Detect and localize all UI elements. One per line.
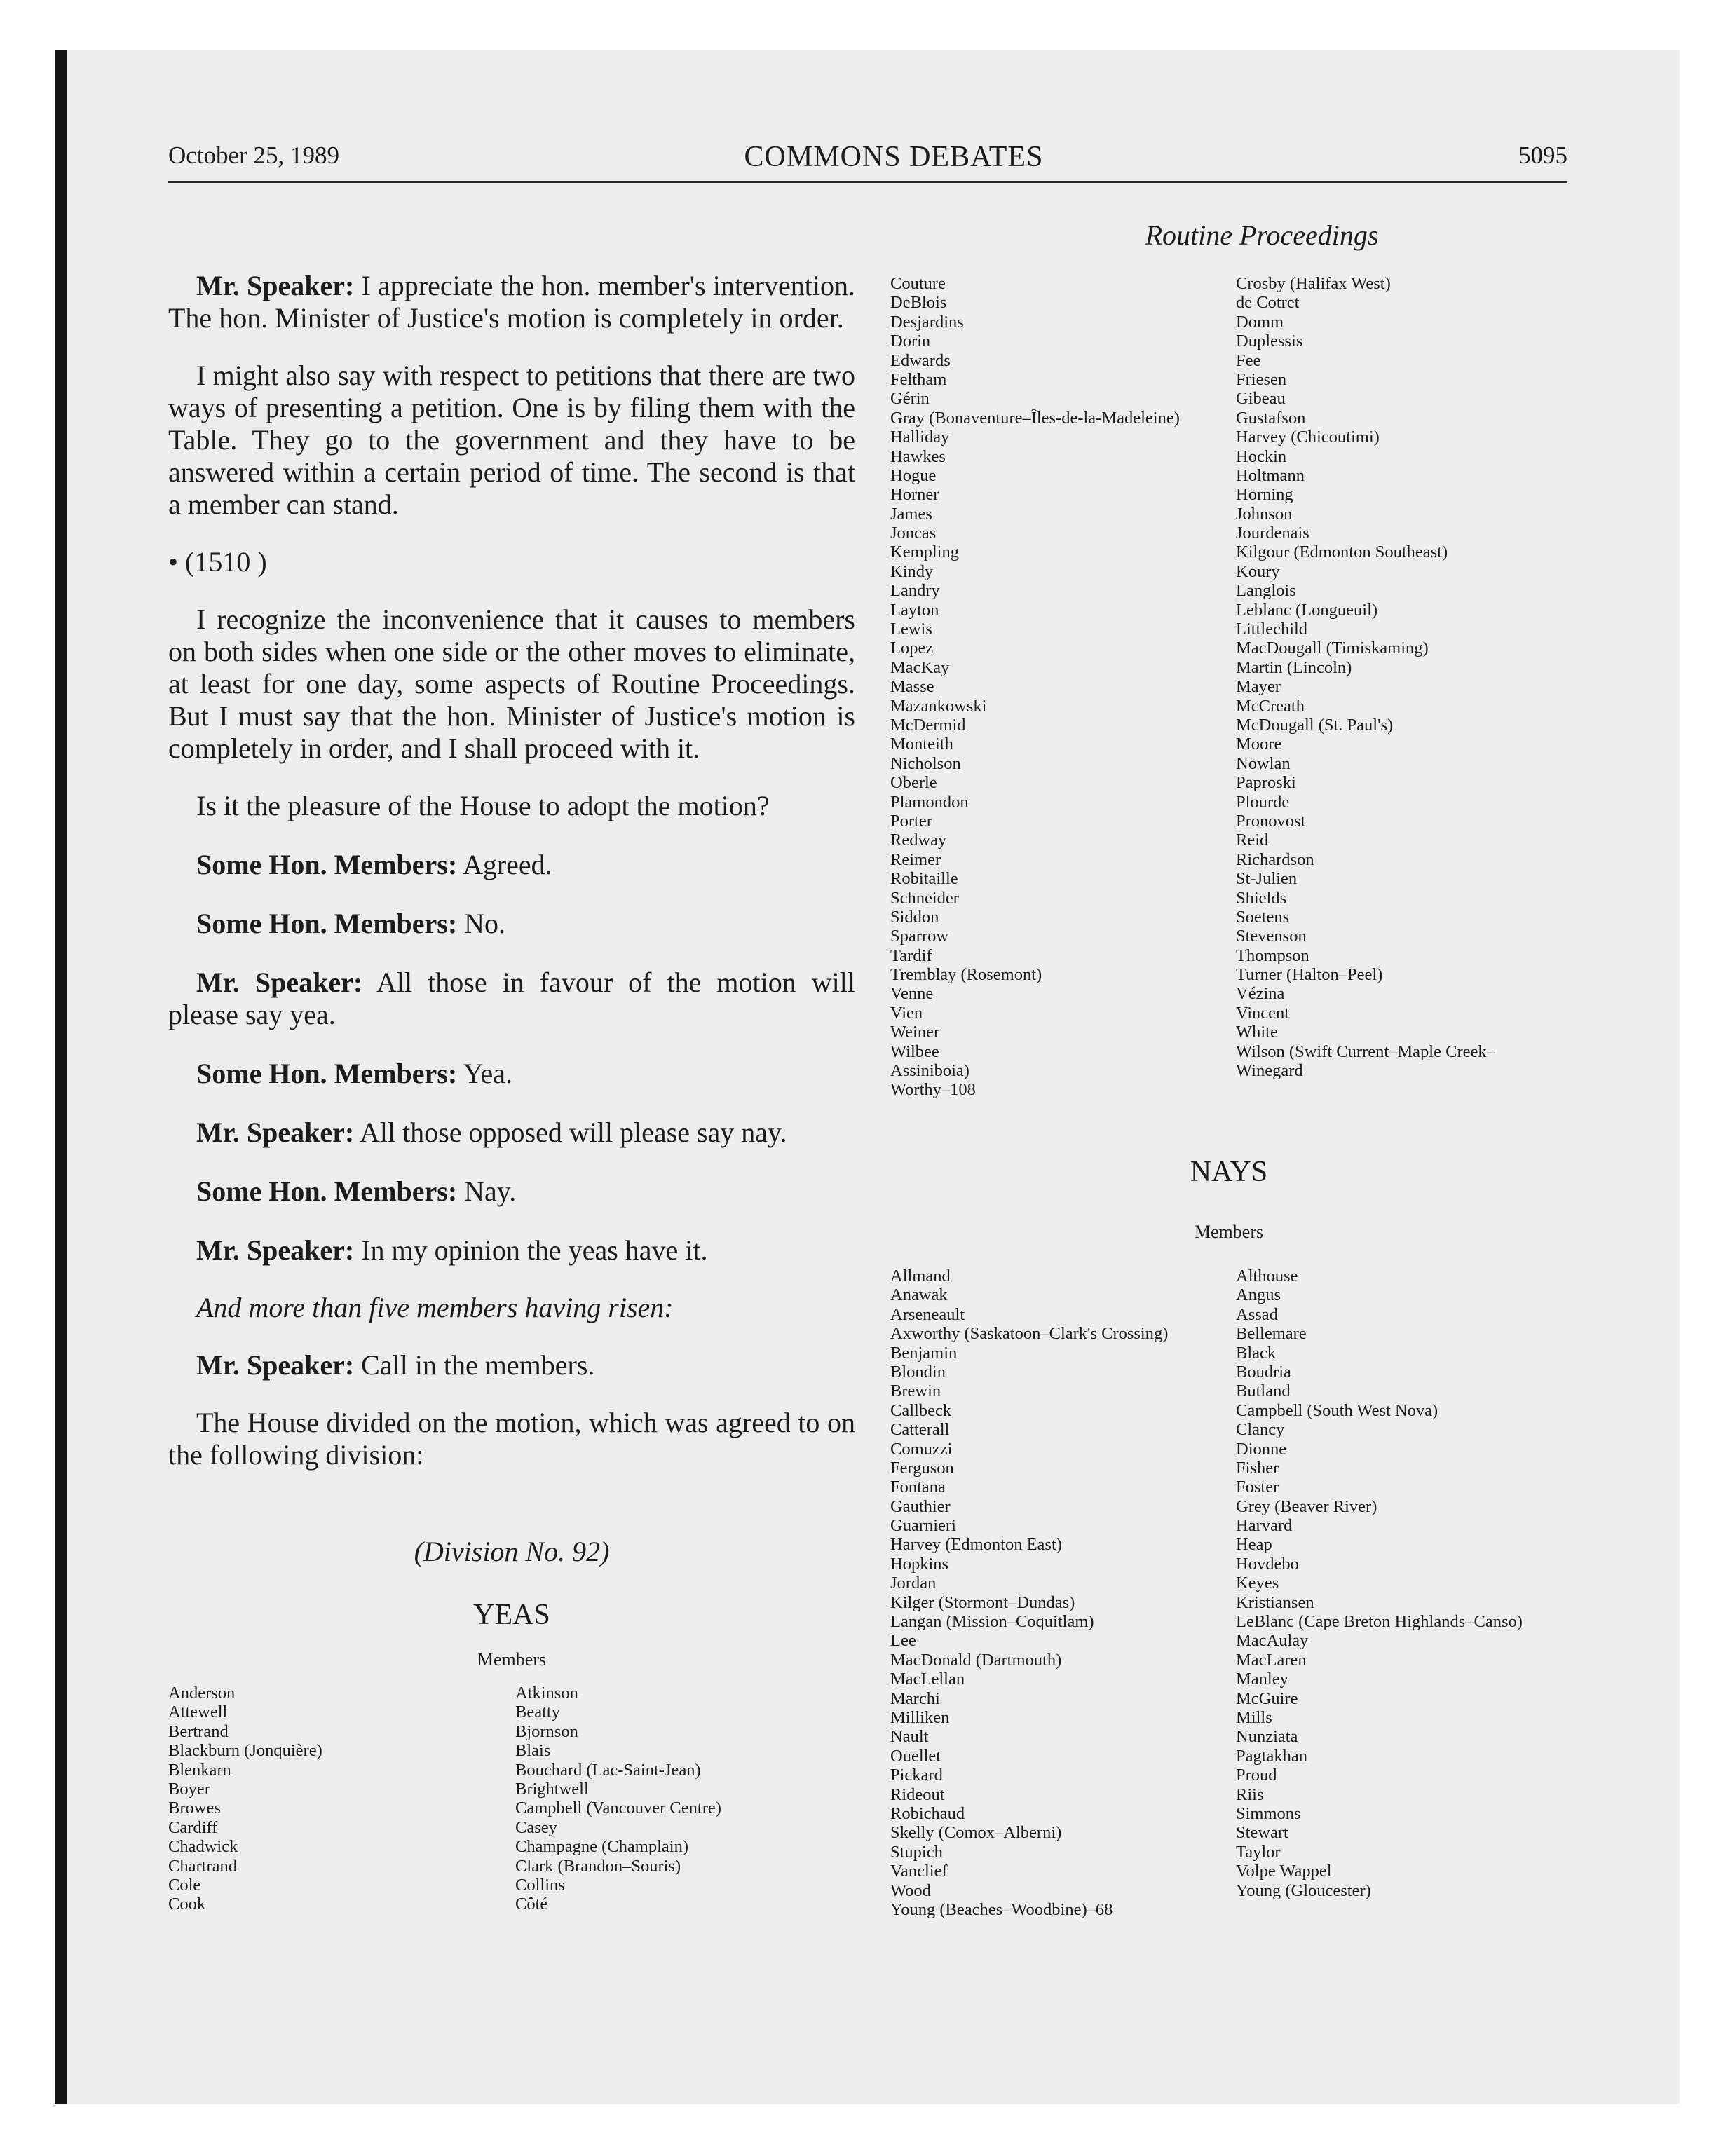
member-name: Dorin	[890, 332, 931, 351]
member-name: Harvard	[1236, 1516, 1293, 1536]
member-name: Young (Gloucester)	[1236, 1881, 1371, 1900]
yeas-list-col1	[168, 1684, 322, 1914]
member-name: Benjamin	[890, 1343, 958, 1363]
nays-members-label: Members	[1194, 1222, 1264, 1242]
speaker-label: Mr. Speaker:	[196, 1117, 355, 1148]
member-name: de Cotret	[1236, 293, 1300, 313]
member-name: Monteith	[890, 735, 953, 754]
member-name: Anawak	[890, 1285, 948, 1305]
member-name: Black	[1236, 1343, 1277, 1363]
member-name: Stevenson	[1236, 927, 1307, 946]
member-name: Assiniboia)	[890, 1061, 969, 1081]
paragraph	[168, 849, 855, 881]
member-name: Campbell (Vancouver Centre)	[515, 1799, 721, 1818]
page-number: 5095	[1518, 142, 1567, 169]
member-name: Young (Beaches–Woodbine)–68	[890, 1899, 1113, 1919]
member-name: Holtmann	[1236, 465, 1305, 485]
member-name: Kindy	[890, 561, 934, 581]
paragraph	[168, 1117, 855, 1149]
member-name: Richardson	[1236, 850, 1314, 869]
speech-text: All those opposed will please say nay.	[354, 1117, 787, 1148]
member-name: Koury	[1236, 561, 1280, 581]
member-name: Campbell (South West Nova)	[1236, 1400, 1438, 1420]
member-name: Lopez	[890, 639, 934, 658]
member-name: Lee	[890, 1631, 916, 1651]
member-name: Nault	[890, 1727, 929, 1747]
member-name: Siddon	[890, 907, 939, 927]
speaker-label: Mr. Speaker:	[196, 1234, 355, 1266]
member-name: Côté	[515, 1895, 548, 1914]
member-name: James	[890, 504, 932, 524]
paragraph: I recognize the inconvenience that it causes to members on both sides when one side or the other moves to eliminate, at least for one day, some aspects of Routine Proceedings. But I must say that the hon. Minister of Justice's motion is completely in order, and I shall proceed with it.	[168, 603, 855, 764]
member-name: Venne	[890, 984, 934, 1004]
member-name: Beatty	[515, 1703, 560, 1722]
member-name: Mayer	[1236, 677, 1281, 697]
member-name: Pickard	[890, 1766, 943, 1785]
member-name: Marchi	[890, 1688, 940, 1708]
member-name: Atkinson	[515, 1684, 578, 1703]
member-name: Clark (Brandon–Souris)	[515, 1856, 681, 1876]
member-name: Ouellet	[890, 1746, 941, 1766]
speech-text: All those in favour of the motion will please say yea.	[168, 967, 855, 1030]
member-name: Wilson (Swift Current–Maple Creek–	[1236, 1042, 1495, 1061]
member-name: Harvey (Edmonton East)	[890, 1535, 1062, 1555]
paragraph	[168, 270, 855, 334]
member-name: Gibeau	[1236, 389, 1286, 409]
speaker-label: Some Hon. Members:	[196, 1175, 458, 1207]
member-name: Hawkes	[890, 446, 946, 466]
paragraph	[168, 1175, 855, 1208]
member-name: Jordan	[890, 1574, 937, 1593]
member-name: Plourde	[1236, 792, 1290, 812]
member-name: McDougall (St. Paul's)	[1236, 715, 1394, 735]
nays-list-col1	[890, 1267, 1168, 1919]
member-name: Milliken	[890, 1707, 950, 1727]
yeas-heading: YEAS	[473, 1599, 550, 1631]
member-name: MacLaren	[1236, 1650, 1307, 1670]
member-name: Anderson	[168, 1684, 236, 1703]
paragraph: The House divided on the motion, which was agreed to on the following division:	[168, 1407, 855, 1471]
member-name: Winegard	[1236, 1061, 1303, 1081]
member-name: Butland	[1236, 1381, 1291, 1401]
member-name: Moore	[1236, 735, 1282, 754]
member-name: MacKay	[890, 657, 950, 677]
member-name: Chadwick	[168, 1837, 238, 1857]
member-name: Couture	[890, 274, 946, 293]
member-name: Hogue	[890, 465, 937, 485]
member-name: Porter	[890, 811, 932, 831]
member-name: Friesen	[1236, 369, 1287, 389]
member-name: Gray (Bonaventure–Îles-de-la-Madeleine)	[890, 408, 1180, 428]
paragraph: Is it the pleasure of the House to adopt the motion?	[196, 790, 770, 821]
speech-text: In my opinion the yeas have it.	[354, 1234, 708, 1266]
member-name: Robitaille	[890, 869, 958, 889]
member-name: Plamondon	[890, 792, 969, 812]
member-name: LeBlanc (Cape Breton Highlands–Canso)	[1236, 1612, 1523, 1632]
member-name: Oberle	[890, 773, 937, 793]
member-name: Fee	[1236, 350, 1261, 370]
member-name: Kempling	[890, 543, 959, 562]
member-name: Mills	[1236, 1707, 1272, 1727]
member-name: Harvey (Chicoutimi)	[1236, 428, 1380, 447]
member-name: Catterall	[890, 1420, 950, 1440]
member-name: MacDougall (Timiskaming)	[1236, 639, 1429, 658]
member-name: Grey (Beaver River)	[1236, 1496, 1377, 1516]
speaker-label: Some Hon. Members:	[196, 849, 458, 880]
member-name: MacDonald (Dartmouth)	[890, 1650, 1062, 1670]
member-name: Gauthier	[890, 1496, 951, 1516]
member-name: Edwards	[890, 350, 951, 370]
member-name: Domm	[1236, 312, 1284, 332]
member-name: Thompson	[1236, 946, 1309, 965]
member-name: McDermid	[890, 715, 966, 735]
member-name: Taylor	[1236, 1842, 1281, 1862]
member-name: Vincent	[1236, 1003, 1290, 1023]
paragraph	[168, 1058, 855, 1090]
member-name: McGuire	[1236, 1688, 1298, 1708]
member-name: Skelly (Comox–Alberni)	[890, 1823, 1062, 1843]
member-name: Casey	[515, 1817, 557, 1837]
member-name: Hovdebo	[1236, 1554, 1299, 1574]
member-name: Vézina	[1236, 984, 1285, 1004]
member-name: Boyer	[168, 1779, 210, 1799]
paragraph	[168, 1234, 855, 1267]
member-name: Blenkarn	[168, 1760, 231, 1780]
member-name: Crosby (Halifax West)	[1236, 274, 1391, 293]
member-name: Horning	[1236, 485, 1293, 505]
member-name: Blackburn (Jonquière)	[168, 1741, 322, 1761]
yeas-list-col4	[1236, 274, 1495, 1080]
member-name: Johnson	[1236, 504, 1293, 524]
member-name: Simmons	[1236, 1803, 1301, 1823]
member-name: Keyes	[1236, 1574, 1279, 1593]
member-name: Schneider	[890, 888, 959, 908]
member-name: Feltham	[890, 369, 947, 389]
member-name: Duplessis	[1236, 332, 1303, 351]
member-name: Lewis	[890, 620, 932, 639]
speech-text: Yea.	[457, 1058, 513, 1089]
speaker-label: Mr. Speaker:	[196, 1349, 355, 1381]
member-name: Proud	[1236, 1766, 1277, 1785]
member-name: Foster	[1236, 1478, 1279, 1497]
speech-text: No.	[457, 908, 506, 939]
member-name: White	[1236, 1023, 1278, 1042]
member-name: Hockin	[1236, 446, 1287, 466]
paragraph	[168, 1349, 855, 1381]
member-name: Gérin	[890, 389, 930, 409]
member-name: Comuzzi	[890, 1439, 953, 1459]
member-name: Brewin	[890, 1381, 941, 1401]
speech-text: I appreciate the hon. member's intervention. The hon. Minister of Justice's motion is completely in order.	[168, 270, 856, 334]
nays-heading: NAYS	[1190, 1156, 1268, 1188]
header-rule	[168, 181, 1567, 183]
member-name: Joncas	[890, 524, 937, 543]
member-name: Shields	[1236, 888, 1287, 908]
member-name: Fontana	[890, 1478, 946, 1497]
speaker-label: Mr. Speaker:	[196, 270, 355, 301]
member-name: MacAulay	[1236, 1631, 1309, 1651]
member-name: DeBlois	[890, 293, 947, 313]
member-name: Allmand	[890, 1267, 951, 1285]
member-name: Kilger (Stormont–Dundas)	[890, 1592, 1075, 1612]
speech-text: Call in the members.	[354, 1349, 595, 1381]
member-name: Manley	[1236, 1670, 1288, 1689]
member-name: Angus	[1236, 1285, 1281, 1305]
member-name: Stewart	[1236, 1823, 1288, 1843]
yeas-members-label: Members	[477, 1649, 547, 1670]
member-name: Leblanc (Longueuil)	[1236, 600, 1378, 620]
member-name: Bjornson	[515, 1721, 578, 1741]
member-name: Bertrand	[168, 1721, 229, 1741]
member-name: Althouse	[1236, 1267, 1298, 1285]
member-name: Littlechild	[1236, 620, 1308, 639]
header-title: COMMONS DEBATES	[744, 141, 1044, 173]
member-name: Halliday	[890, 428, 950, 447]
member-name: Boudria	[1236, 1362, 1291, 1381]
member-name: Chartrand	[168, 1856, 237, 1876]
member-name: Nicholson	[890, 753, 961, 773]
time-marker: • (1510 )	[168, 546, 267, 578]
member-name: Champagne (Champlain)	[515, 1837, 688, 1857]
member-name: St-Julien	[1236, 869, 1298, 889]
member-name: Axworthy (Saskatoon–Clark's Crossing)	[890, 1324, 1169, 1344]
member-name: Weiner	[890, 1023, 940, 1042]
member-name: Soetens	[1236, 907, 1290, 927]
member-name: Bouchard (Lac-Saint-Jean)	[515, 1760, 701, 1780]
yeas-list-col3	[890, 274, 1180, 1100]
member-name: Cook	[168, 1895, 206, 1914]
member-name: Tremblay (Rosemont)	[890, 965, 1042, 985]
member-name: Landry	[890, 581, 940, 601]
member-name: Reimer	[890, 850, 941, 869]
member-name: Paproski	[1236, 773, 1296, 793]
member-name: Blondin	[890, 1362, 946, 1381]
member-name: Redway	[890, 831, 947, 850]
member-name: Pagtakhan	[1236, 1746, 1308, 1766]
member-name: Riis	[1236, 1785, 1264, 1804]
left-column-text	[168, 270, 855, 1471]
member-name: Dionne	[1236, 1439, 1287, 1459]
member-name: Martin (Lincoln)	[1236, 657, 1352, 677]
header-date: October 25, 1989	[168, 142, 339, 169]
member-name: Vien	[890, 1003, 923, 1023]
member-name: Langan (Mission–Coquitlam)	[890, 1612, 1094, 1632]
section-title: Routine Proceedings	[1145, 219, 1379, 251]
member-name: Turner (Halton–Peel)	[1236, 965, 1383, 985]
member-name: Vanclief	[890, 1862, 948, 1881]
member-name: Wilbee	[890, 1042, 939, 1061]
member-name: Assad	[1236, 1304, 1278, 1324]
member-name: MacLellan	[890, 1670, 965, 1689]
member-name: Arseneault	[890, 1304, 965, 1324]
division-number: (Division No. 92)	[414, 1536, 610, 1567]
speaker-label: Some Hon. Members:	[196, 1058, 458, 1089]
member-name: McCreath	[1236, 696, 1305, 716]
member-name: Rideout	[890, 1785, 945, 1804]
member-name: Brightwell	[515, 1779, 589, 1799]
member-name: Horner	[890, 485, 939, 505]
member-name: Ferguson	[890, 1458, 954, 1478]
speaker-label: Some Hon. Members:	[196, 908, 458, 939]
member-name: Kristiansen	[1236, 1592, 1314, 1612]
member-name: Sparrow	[890, 927, 949, 946]
member-name: Masse	[890, 677, 934, 697]
member-name: Nowlan	[1236, 753, 1291, 773]
member-name: Fisher	[1236, 1458, 1279, 1478]
binding-edge	[55, 50, 67, 2104]
member-name: Blais	[515, 1741, 551, 1761]
member-name: Layton	[890, 600, 939, 620]
member-name: Worthy–108	[890, 1080, 976, 1100]
paragraph: I might also say with respect to petitions that there are two ways of presenting a petition. One is by filing them with the Table. They go to the government and they have to be answered within a certain period of time. The second is that a member can stand.	[168, 360, 855, 520]
member-name: Clancy	[1236, 1420, 1285, 1440]
speech-text: Agreed.	[457, 849, 552, 880]
paragraph: And more than five members having risen:	[196, 1292, 674, 1323]
member-name: Heap	[1236, 1535, 1272, 1555]
member-name: Pronovost	[1236, 811, 1306, 831]
member-name: Cardiff	[168, 1817, 218, 1837]
member-name: Robichaud	[890, 1803, 965, 1823]
member-name: Reid	[1236, 831, 1269, 850]
member-name: Gustafson	[1236, 408, 1306, 428]
member-name: Wood	[890, 1881, 931, 1900]
member-name: Langlois	[1236, 581, 1296, 601]
member-name: Nunziata	[1236, 1727, 1298, 1747]
speaker-label: Mr. Speaker:	[196, 967, 363, 998]
nays-list-col2	[1236, 1267, 1523, 1900]
yeas-list-col2	[515, 1684, 721, 1914]
member-name: Cole	[168, 1875, 201, 1895]
member-name: Collins	[515, 1875, 565, 1895]
member-name: Browes	[168, 1799, 221, 1818]
member-name: Attewell	[168, 1703, 228, 1722]
member-name: Bellemare	[1236, 1324, 1307, 1344]
member-name: Guarnieri	[890, 1516, 956, 1536]
member-name: Kilgour (Edmonton Southeast)	[1236, 543, 1448, 562]
speech-text: Nay.	[457, 1175, 517, 1207]
paragraph	[168, 908, 855, 940]
member-name: Stupich	[890, 1842, 943, 1862]
member-name: Volpe Wappel	[1236, 1862, 1332, 1881]
member-name: Hopkins	[890, 1554, 949, 1574]
member-name: Tardif	[890, 946, 932, 965]
member-name: Mazankowski	[890, 696, 987, 716]
member-name: Jourdenais	[1236, 524, 1309, 543]
member-name: Desjardins	[890, 312, 964, 332]
member-name: Callbeck	[890, 1400, 952, 1420]
paragraph	[168, 967, 855, 1031]
